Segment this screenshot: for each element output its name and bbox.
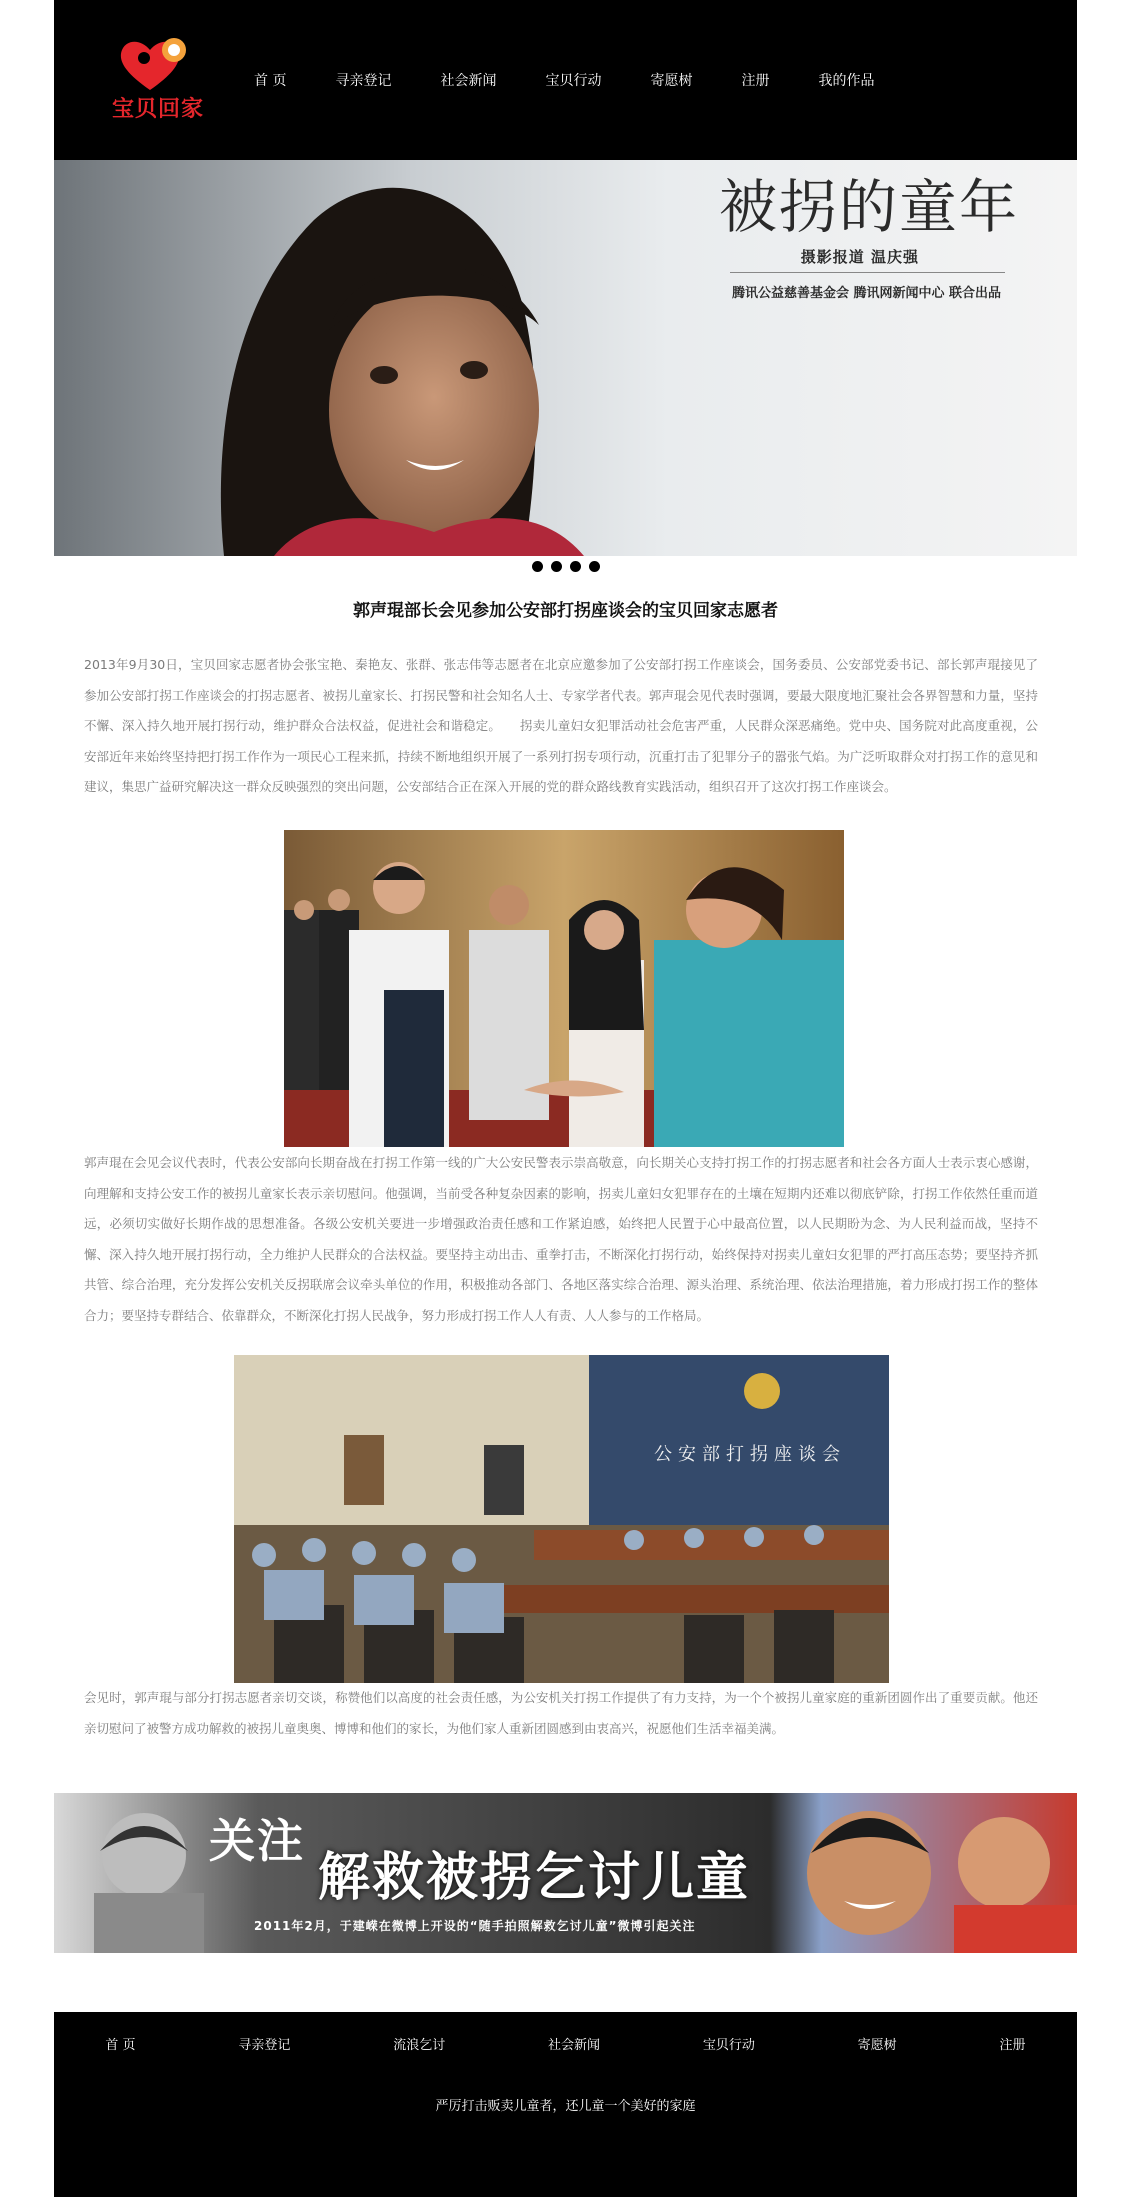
article-photo-meeting: [234, 1355, 889, 1683]
footer-nav-register-search[interactable]: 寻亲登记: [238, 2038, 291, 2053]
article-photo-handshake: [284, 830, 844, 1147]
footer-slogan: 严厉打击贩卖儿童者，还儿童一个美好的家庭: [435, 2099, 696, 2114]
banner-divider: [730, 272, 1005, 273]
nav-home[interactable]: 首 页: [254, 73, 287, 89]
nav-signup[interactable]: 注册: [741, 73, 770, 89]
footer-nav-baby-action[interactable]: 宝贝行动: [702, 2038, 755, 2053]
main-nav: [254, 0, 923, 160]
hero-banner: [54, 160, 1077, 556]
article-paragraph-1: 2013年9月30日，宝贝回家志愿者协会张宝艳、秦艳友、张群、张志伟等志愿者在北京应邀参加了公安部打拐工作座谈会，国务委员、公安部党委书记、部长郭声琨接见了参加公安部打拐工作座谈会的打拐志愿者、被拐儿童家长、打拐民警和社会知名人士、专家学者代表。郭声琨会见代表时强调，要最大限度地汇聚社会各界智慧和力量，坚持不懈、深入持久地开展打拐行动，维护群众合法权益，促进社会和谐稳定。 拐卖儿童妇女犯罪活动社会危害严重，人民群众深恶痛绝。党中央、国务院对此高度重视，公安部近年来始终坚持把打拐工作作为一项民心工程来抓，持续不断地组织开展了一系列打拐专项行动，沉重打击了犯罪分子的嚣张气焰。为广泛听取群众对打拐工作的意见和建议，集思广益研究解决这一群众反映强烈的突出问题，公安部结合正在深入开展的党的群众路线教育实践活动，组织召开了这次打拐工作座谈会。: [84, 657, 1038, 794]
site-header: [54, 0, 1077, 160]
promo-banner[interactable]: [54, 1793, 1077, 1953]
article-paragraph-2: 郭声琨在会见会议代表时，代表公安部向长期奋战在打拐工作第一线的广大公安民警表示崇高敬意，向长期关心支持打拐工作的打拐志愿者和社会各方面人士表示衷心感谢，向理解和支持公安工作的被拐儿童家长表示亲切慰问。他强调，当前受各种复杂因素的影响，拐卖儿童妇女犯罪存在的土壤在短期内还难以彻底铲除，打拐工作依然任重而道远，必须切实做好长期作战的思想准备。各级公安机关要进一步增强政治责任感和工作紧迫感，始终把人民置于心中最高位置，以人民期盼为念、为人民利益而战，坚持不懈、深入持久地开展打拐行动，全力维护人民群众的合法权益。要坚持主动出击、重拳打击，不断深化打拐行动，始终保持对拐卖儿童妇女犯罪的严打高压态势；要坚持齐抓共管、综合治理，充分发挥公安机关反拐联席会议牵头单位的作用，积极推动各部门、各地区落实综合治理、源头治理、系统治理、依法治理措施，着力形成打拐工作的整体合力；要坚持专群结合、依靠群众，不断深化打拐人民战争，努力形成打拐工作人人有责、人人参与的工作格局。: [84, 1155, 1038, 1323]
nav-social-news[interactable]: 社会新闻: [440, 73, 497, 89]
carousel-dots: [0, 556, 1131, 576]
footer-nav-signup[interactable]: 注册: [999, 2038, 1026, 2053]
article-title: 郭声琨部长会见参加公安部打拐座谈会的宝贝回家志愿者: [353, 601, 778, 621]
footer-nav: [54, 2034, 1077, 2053]
carousel-dot[interactable]: [570, 561, 581, 572]
banner-credit: 摄影报道 温庆强: [800, 248, 919, 266]
site-footer: [54, 2012, 1077, 2197]
carousel-dot[interactable]: [532, 561, 543, 572]
nav-my-works[interactable]: 我的作品: [818, 73, 875, 89]
nav-baby-action[interactable]: 宝贝行动: [545, 73, 602, 89]
logo-text: 宝贝回家: [111, 97, 204, 122]
carousel-dot[interactable]: [589, 561, 600, 572]
meeting-sign-text: 公安部打拐座谈会: [654, 1444, 846, 1465]
banner-orgs: 腾讯公益慈善基金会 腾讯网新闻中心 联合出品: [731, 286, 1001, 301]
footer-nav-wish-tree[interactable]: 寄愿树: [857, 2038, 897, 2053]
police-emblem-icon: [744, 1373, 780, 1409]
promo-line2: 解救被拐乞讨儿童: [318, 1848, 751, 1908]
banner-title: 被拐的童年: [718, 173, 1019, 241]
carousel-dot[interactable]: [551, 561, 562, 572]
nav-wish-tree[interactable]: 寄愿树: [650, 73, 693, 89]
nav-register-search[interactable]: 寻亲登记: [335, 73, 392, 89]
site-logo[interactable]: [110, 34, 206, 124]
footer-nav-home[interactable]: 首 页: [105, 2038, 136, 2053]
footer-nav-social-news[interactable]: 社会新闻: [548, 2038, 601, 2053]
heart-icon: [110, 34, 206, 94]
promo-line1: 关注: [209, 1814, 305, 1868]
promo-caption: 2011年2月，于建嵘在微博上开设的“随手拍照解救乞讨儿童”微博引起关注: [254, 1919, 696, 1933]
footer-nav-street-begging[interactable]: 流浪乞讨: [393, 2038, 446, 2053]
article-paragraph-3: 会见时，郭声琨与部分打拐志愿者亲切交谈，称赞他们以高度的社会责任感，为公安机关打拐工作提供了有力支持，为一个个被拐儿童家庭的重新团圆作出了重要贡献。他还亲切慰问了被警方成功解救的被拐儿童奥奥、博博和他们的家长，为他们家人重新团圆感到由衷高兴，祝愿他们生活幸福美满。: [84, 1690, 1038, 1736]
